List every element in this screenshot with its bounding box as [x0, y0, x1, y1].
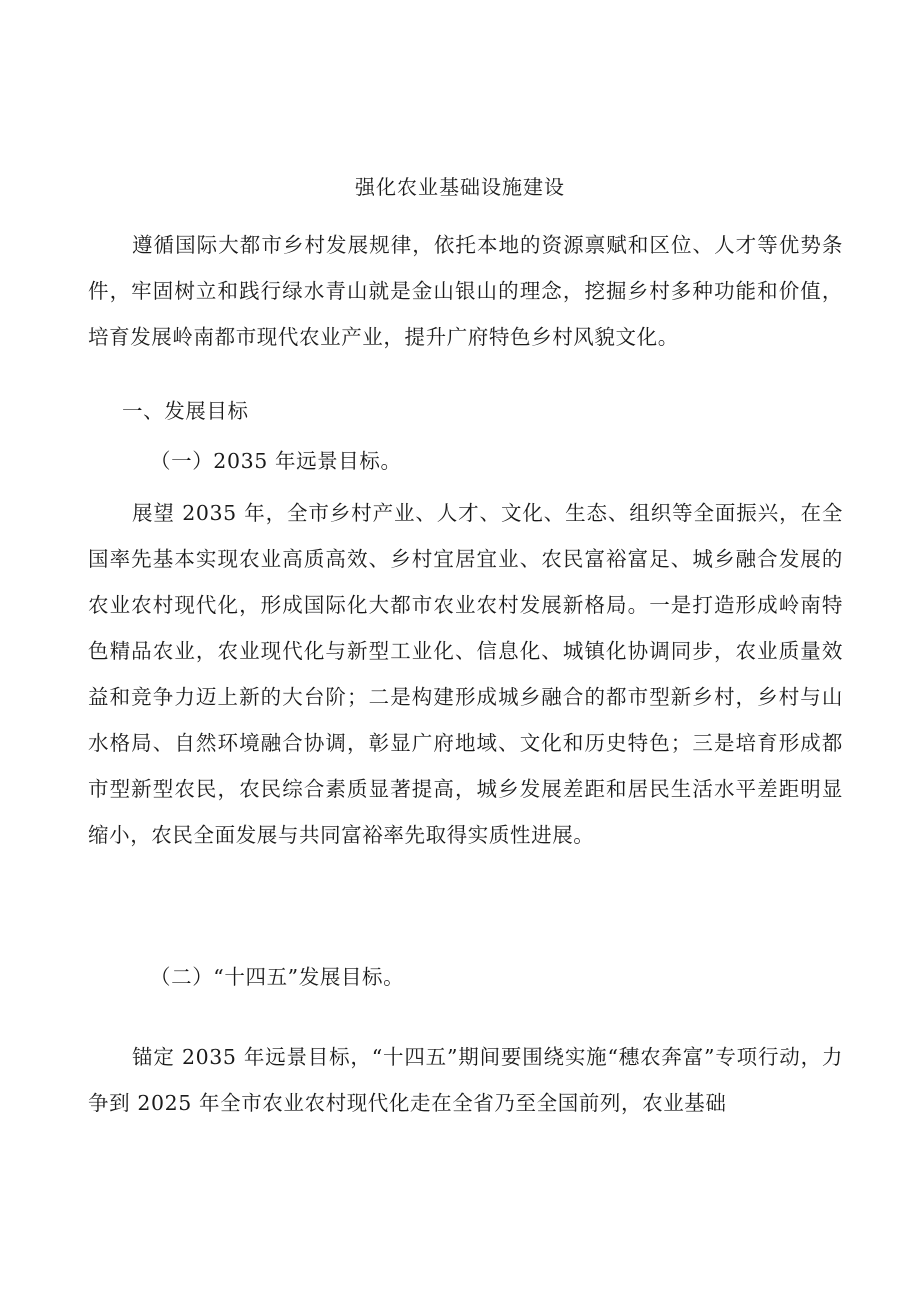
subsection-heading-2035: （一）2035 年远景目标。: [150, 449, 402, 473]
paragraph-2035-vision: 展望 2035 年，全市乡村产业、人才、文化、生态、组织等全面振兴，在全国率先基本实现农业高质高效、乡村宜居宜业、农民富裕富足、城乡融合发展的农业农村现代化，形成国际化大都市农业农村发展新格局。一是打造形成岭南特色精品农业，农业现代化与新型工业化、信息化、城镇化协调同步，农业质量效益和竞争力迈上新的大台阶；二是构建形成城乡融合的都市型新乡村，乡村与山水格局、自然环境融合协调，彰显广府地域、文化和历史特色；三是培育形成都市型新型农民，农民综合素质显著提高，城乡发展差距和居民生活水平差距明显缩小，农民全面发展与共同富裕率先取得实质性进展。: [88, 501, 843, 847]
subsection-heading-14th-five-year: （二）“十四五”发展目标。: [150, 965, 405, 989]
section-heading-goals: 一、发展目标: [122, 399, 249, 423]
paragraph-14th-five-year: 锚定 2035 年远景目标，“十四五”期间要围绕实施“穗农奔富”专项行动，力争到 2025 年全市农业农村现代化走在全省乃至全国前列，农业基础: [88, 1045, 843, 1115]
document-title: 强化农业基础设施建设: [355, 175, 565, 199]
intro-paragraph: 遵循国际大都市乡村发展规律，依托本地的资源禀赋和区位、人才等优势条件，牢固树立和践行绿水青山就是金山银山的理念，挖掘乡村多种功能和价值，培育发展岭南都市现代农业产业，提升广府特色乡村风貌文化。: [88, 233, 843, 349]
